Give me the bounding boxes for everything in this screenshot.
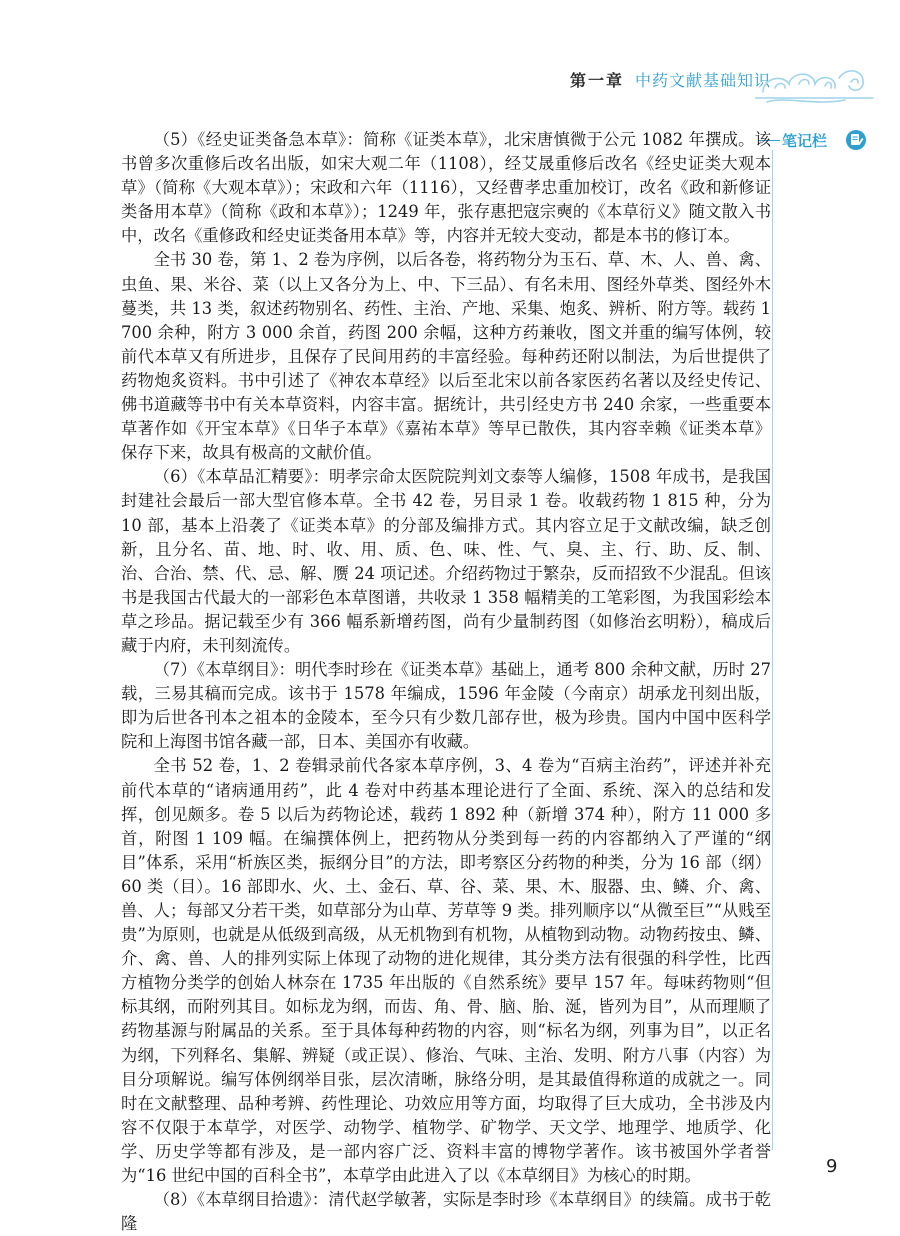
notes-label: 笔记栏 bbox=[782, 132, 828, 150]
paragraph: 全书 52 卷，1、2 卷辑录前代各家本草序例，3、4 卷为“百病主治药”，评述并补充前代本草的“诸病通用药”，此 4 卷对中药基本理论进行了全面、系统、深入的总结和发挥，创见颇多。卷 5 以后为药物论述，载药 1 892 种（新增 374 种），附方 11 000 多首，附图 1 109 幅。在编撰体例上，把药物从分类到每一药的内容都纳入了严谨的“纲目”体系，采用“析族区类，振纲分目”的方法，即考察区分药物的种类，分为 16 部（纲）60 类（目）。16 部即水、火、土、金石、草、谷、菜、果、木、服器、虫、鳞、介、禽、兽、人；每部又分若干类，如草部分为山草、芳草等 9 类。排列顺序以“从微至巨”“从贱至贵”为原则，也就是从低级到高级，从无机物到有机物，从植物到动物。动物药按虫、鳞、介、禽、兽、人的排列实际上体现了动物的进化规律，其分类方法有很强的科学性，比西方植物分类学的创始人林奈在 1735 年出版的《自然系统》要早 157 年。每味药物则“但标其纲，而附列其目。如标龙为纲，而齿、角、骨、脑、胎、涎，皆列为目”，从而理顺了药物基源与附属品的关系。至于具体每种药物的内容，则“标名为纲，列事为目”，以正名为纲，下列释名、集解、辨疑（或正误）、修治、气味、主治、发明、附方八事（内容）为目分项解说。编写体例纲举目张，层次清晰，脉络分明，是其最值得称道的成就之一。同时在文献整理、品种考辨、药性理论、功效应用等方面，均取得了巨大成功，全书涉及内容不仅限于本草学，对医学、动物学、植物学、矿物学、天文学、地理学、地质学、化学、历史学等都有涉及，是一部内容广泛、资料丰富的博物学著作。该书被国外学者誉为“16 世纪中国的百科全书”，本草学由此进入了以《本草纲目》为核心的时期。 bbox=[121, 756, 771, 1186]
paragraph: （5）《经史证类备急本草》：简称《证类本草》，北宋唐慎微于公元 1082 年撰成。该书曾多次重修后改名出版，如宋大观二年（1108），经艾晟重修后改名《经史证类大观本草》（简称《大观本草》）；宋政和六年（1116），又经曹孝忠重加校订，改名《政和新修证类备用本草》（简称《政和本草》）；1249 年，张存惠把寇宗奭的《本草衍义》随文散入书中，改名《重修政和经史证类备用本草》等，内容并无较大变动，都是本书的修订本。 bbox=[121, 130, 771, 246]
page-number: 9 bbox=[826, 1156, 838, 1177]
section-title: 中药文献基础知识 bbox=[635, 71, 772, 90]
margin-rule bbox=[772, 150, 773, 1150]
notes-pen-icon bbox=[844, 128, 868, 152]
page-header bbox=[550, 60, 880, 104]
cloud-ornament-icon bbox=[755, 56, 875, 108]
paragraph: （6）《本草品汇精要》：明孝宗命太医院院判刘文泰等人编修，1508 年成书，是我国封建社会最后一部大型官修本草。全书 42 卷，另目录 1 卷。收载药物 1 815 种，分为 10 部，基本上沿袭了《证类本草》的分部及编排方式。其内容立足于文献改编，缺乏创新，且分名、苗、地、时、收、用、质、色、味、性、气、臭、主、行、助、反、制、治、合治、禁、代、忌、解、赝 24 项记述。介绍药物过于繁杂，反而招致不少混乱。但该书是我国古代最大的一部彩色本草图谱，共收录 1 358 幅精美的工笔彩图，为我国彩绘本草之珍品。据记载至少有 366 幅系新增药图，尚有少量制药图（如修治玄明粉），稿成后藏于内府，未刊刻流传。 bbox=[121, 467, 771, 655]
paragraph: （7）《本草纲目》：明代李时珍在《证类本草》基础上，通考 800 余种文献，历时 27 载，三易其稿而完成。该书于 1578 年编成，1596 年金陵（今南京）胡承龙刊刻出版，即为后世各刊本之祖本的金陵本，至今只有少数几部存世，极为珍贵。国内中国中医科学院和上海图书馆各藏一部，日本、美国亦有收藏。 bbox=[121, 660, 771, 752]
notes-sidebar-tab bbox=[758, 128, 898, 158]
paragraph: 全书 30 卷，第 1、2 卷为序例，以后各卷，将药物分为玉石、草、木、人、兽、禽、虫鱼、果、米谷、菜（以上又各分为上、中、下三品）、有名未用、图经外草类、图经外木蔓类，共 13 类，叙述药物别名、药性、主治、产地、采集、炮炙、辨析、附方等。载药 1 700 余种，附方 3 000 余首，药图 200 余幅，这种方药兼收，图文并重的编写体例，较前代本草又有所进步，且保存了民间用药的丰富经验。每种药还附以制法，为后世提供了药物炮炙资料。书中引述了《神农本草经》以后至北宋以前各家医药名著以及经史传记、佛书道藏等书中有关本草资料，内容丰富。据统计，共引经史方书 240 余家，一些重要本草著作如《开宝本草》《日华子本草》《嘉祐本草》等早已散佚，其内容幸赖《证类本草》保存下来，故具有极高的文献价值。 bbox=[121, 250, 771, 463]
chapter-label: 第一章 bbox=[570, 71, 625, 90]
main-text bbox=[121, 128, 771, 1236]
paragraph: （8）《本草纲目拾遗》：清代赵学敏著，实际是李时珍《本草纲目》的续篇。成书于乾隆 bbox=[121, 1190, 771, 1234]
